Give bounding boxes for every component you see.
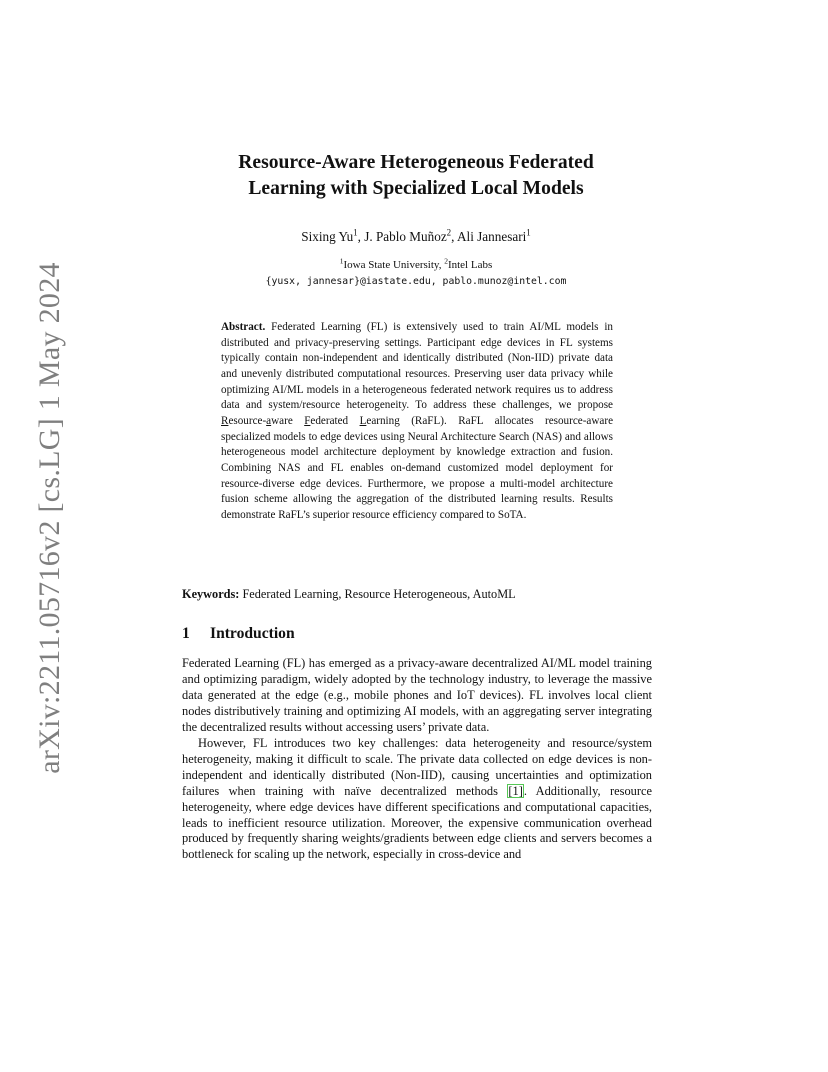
keywords-label: Keywords: <box>182 587 240 601</box>
affiliation-line <box>150 257 682 274</box>
author-separator: , <box>451 229 458 244</box>
section-heading <box>182 623 295 645</box>
abstract-text: Federated Learning (FL) is extensively used to train AI/ML models in distributed and privacy-preserving settings. Participant edge devices in FL systems typically contain non-independent and identically distributed (Non-IID) private data and unevenly distributed computational resources. Preserving user data privacy while optimizing AI/ML models in a heterogeneous federated network requires us to address data and system/resource heterogeneity. To address these challenges, we propose <box>221 321 614 412</box>
paragraph <box>182 736 652 864</box>
author-separator: , <box>357 229 365 244</box>
citation-link[interactable]: [1] <box>508 783 523 798</box>
affiliation-mark: 1 <box>526 227 531 238</box>
arxiv-side-stamp: arXiv:2211.05716v2 [cs.LG] 1 May 2024 <box>33 262 66 774</box>
paper-title <box>150 150 682 202</box>
abstract-text: ederated <box>310 414 360 427</box>
abstract-text: esource- <box>228 414 267 427</box>
paragraph-text: . Additionally, resource heterogeneity, where edge devices have different specifications and computational capacities, leads to inefficient resource utilization. Moreover, the expensive communication overhead produced by frequently sharing weights/gradients between edge clients and servers becomes a bottleneck for scaling up the network, especially in cross-device and <box>182 783 652 862</box>
acronym-letter: R <box>221 414 229 427</box>
abstract-label: Abstract. <box>221 321 266 333</box>
paper-title-line-1: Resource-Aware Heterogeneous Federated <box>238 152 594 173</box>
abstract-text: ware <box>271 414 305 427</box>
paragraph: Federated Learning (FL) has emerged as a privacy-aware decentralized AI/ML model training and optimizing paradigm, widely adopted by the technology industry, to leverage the massive data generated at the edge (e.g., mobile phones and IoT devices). FL involves local client nodes distributively training and optimizing AI models, with an aggregating server integrating the decentralized results without accessing users’ private data. <box>182 656 652 734</box>
section-title: Introduction <box>210 625 295 642</box>
abstract <box>221 320 613 524</box>
affiliation-mark: 2 <box>446 227 452 238</box>
acronym-letter: L <box>359 414 367 427</box>
paper-title-line-2: Learning with Specialized Local Models <box>248 178 584 199</box>
affiliation-mark: 2 <box>444 256 448 266</box>
acronym-letter: a <box>266 414 272 427</box>
acronym-letter: F <box>304 414 311 427</box>
keywords-text: Federated Learning, Resource Heterogeneous, AutoML <box>242 587 516 601</box>
paragraph-text: However, FL introduces two key challenges: data heterogeneity and resource/system heterogeneity, making it difficult to scale. The private data collected on edge devices is non-independent and identically distributed (Non-IID), causing uncertainties and optimization failures when training with naïve decentralized methods <box>182 735 652 798</box>
affiliation-mark: 1 <box>339 256 344 266</box>
keywords <box>182 585 652 603</box>
author-emails: {yusx, jannesar}@iastate.edu, pablo.munoz@intel.com <box>265 276 567 287</box>
author-name: Sixing Yu <box>301 229 354 244</box>
body-text <box>182 656 652 863</box>
affiliation-mark: 1 <box>353 227 358 238</box>
abstract-text: earning <box>366 414 400 427</box>
abstract-text: (RaFL). RaFL allocates resource-aware specialized models to edge devices using Neural Architecture Search (NAS) and allows heterogeneous model architecture deployment by knowledge extraction and fusion. Combining NAS and FL enables on-demand customized model deployment for resource-diverse edge devices. Furthermore, we propose a multi-model architecture fusion scheme allowing the aggregation of the distributed learning results. Results demonstrate RaFL’s superior resource efficiency compared to SoTA. <box>221 414 614 521</box>
institution: Intel Labs <box>447 259 493 271</box>
section-number: 1 <box>182 625 190 642</box>
author-name: Ali Jannesari <box>457 229 527 244</box>
author-list <box>150 228 682 246</box>
author-name: J. Pablo Muñoz <box>364 229 447 244</box>
institution: Iowa State University, <box>343 259 445 271</box>
